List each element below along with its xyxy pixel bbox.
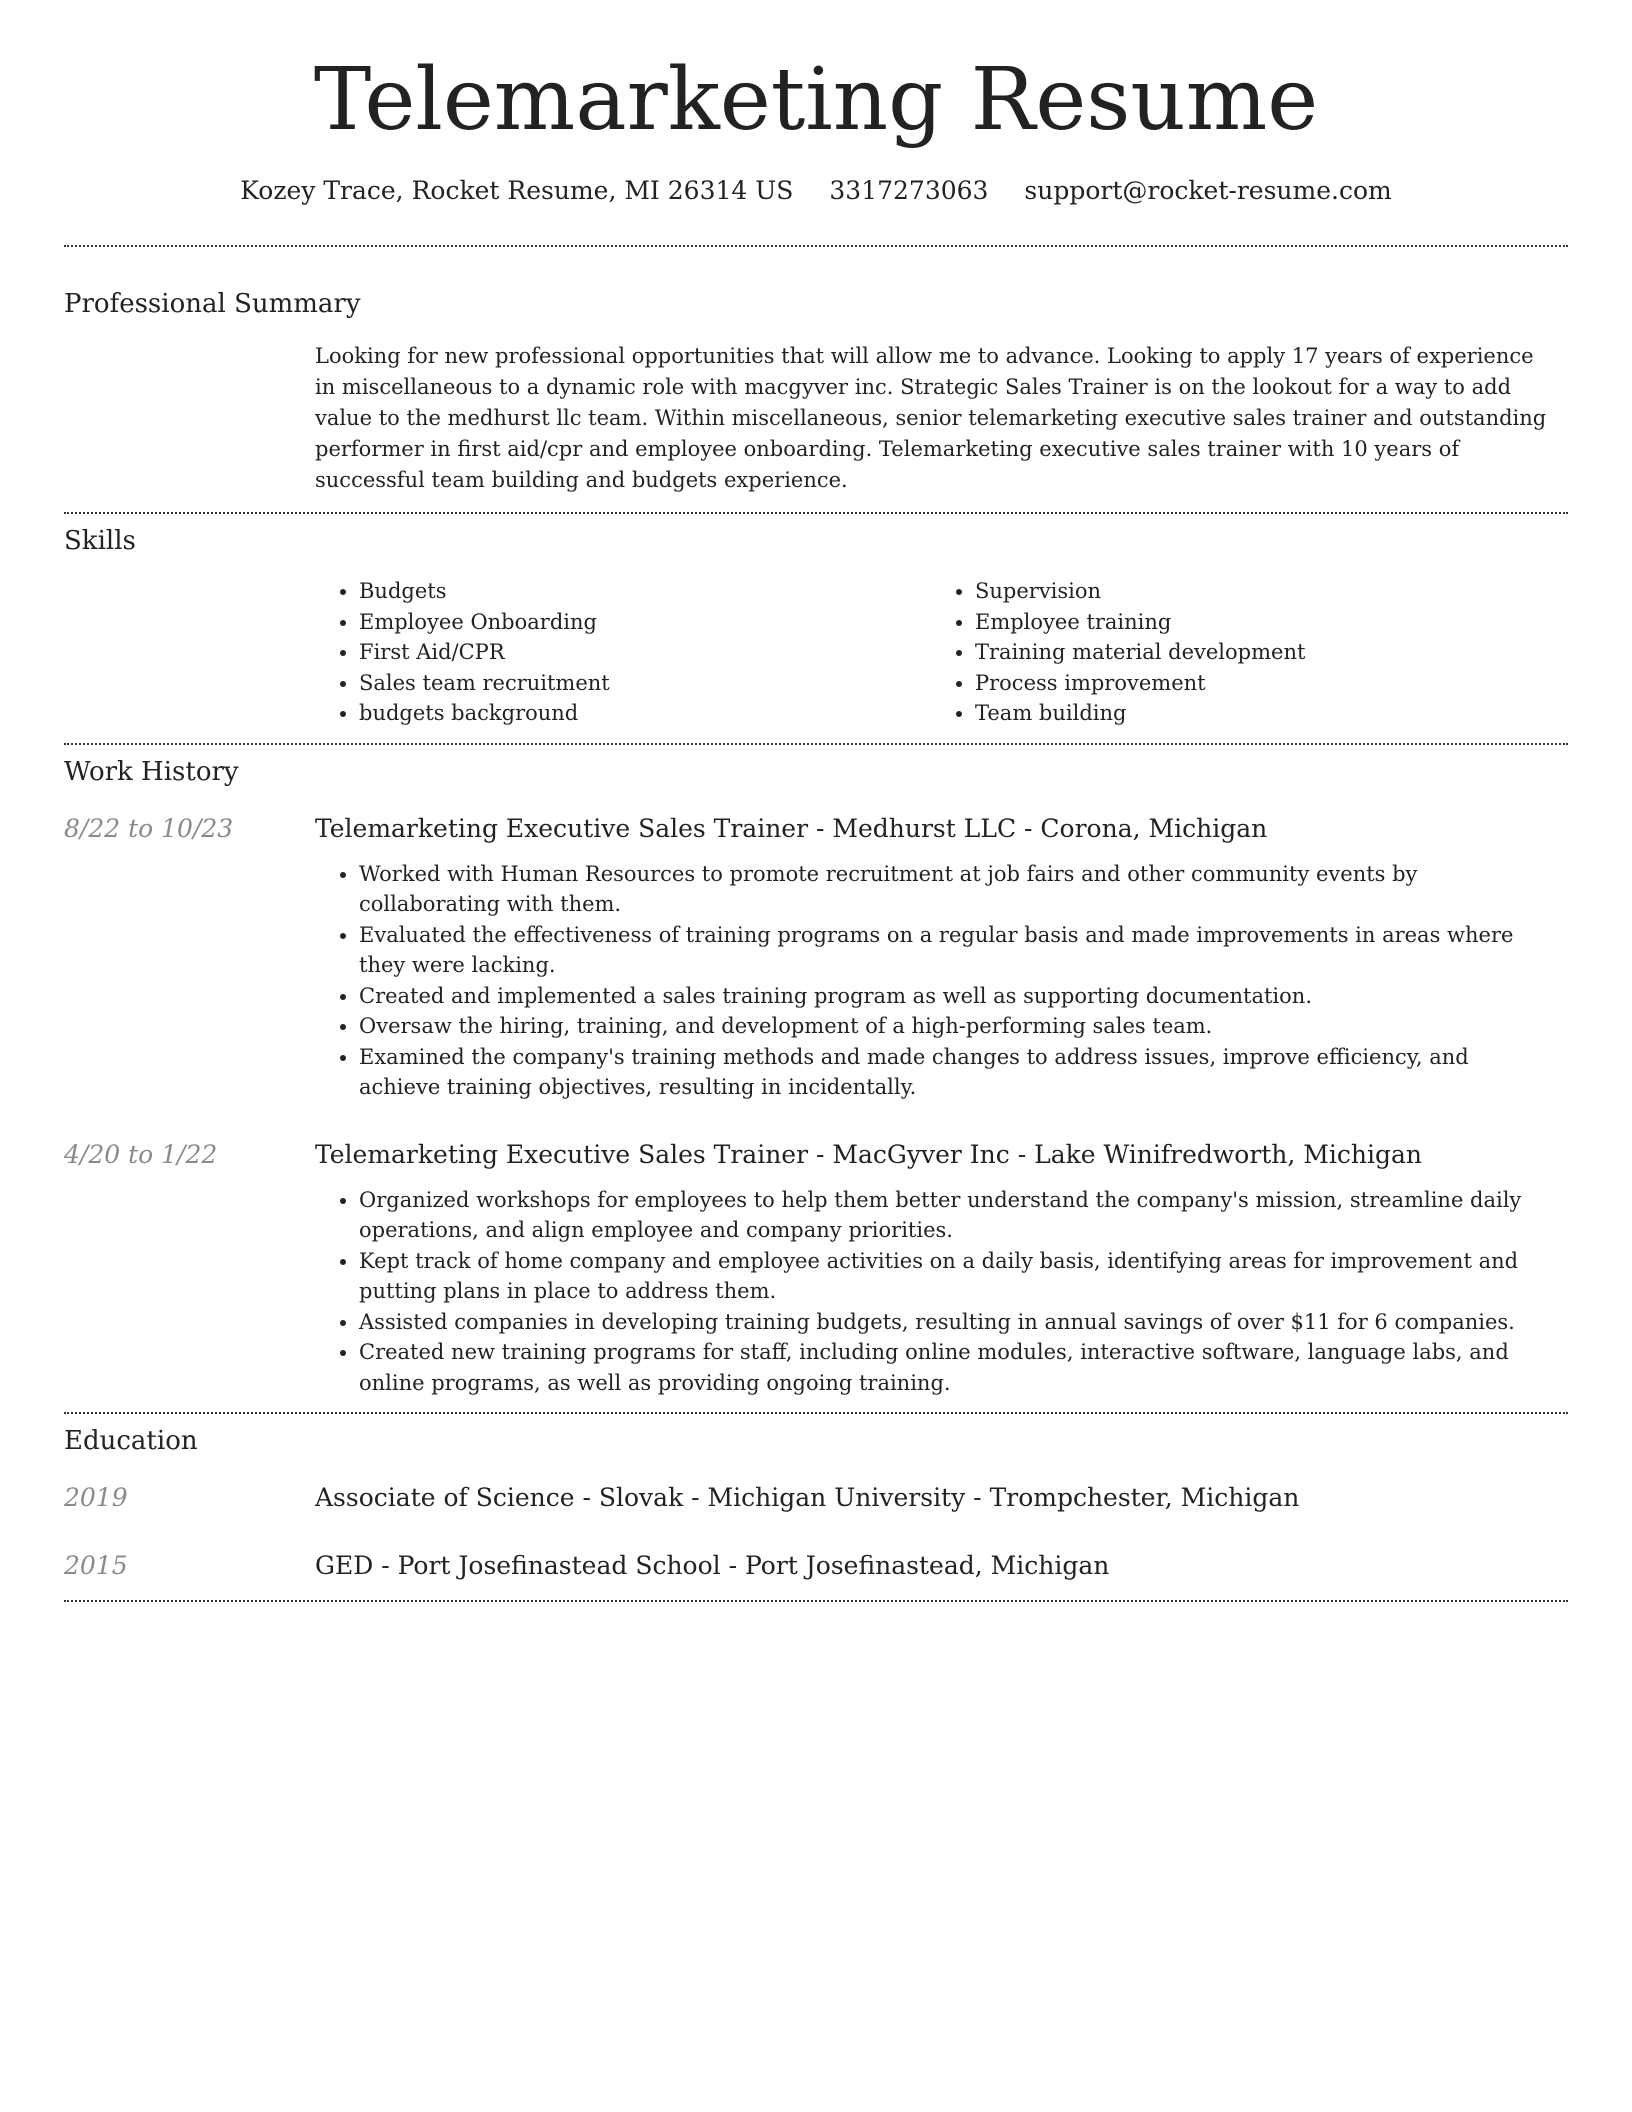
job-entry [64, 1137, 1568, 1399]
job-bullets [315, 859, 1555, 1103]
education-year: 2015 [64, 1551, 128, 1580]
job-bullet: • Examined the company's training methods and made changes to address issues, improve efficiency, and achieve training objectives, resulting in incidentally. [359, 1042, 1555, 1103]
job-bullet: • Oversaw the hiring, training, and development of a high-performing sales team. [359, 1011, 1555, 1042]
education-entry [64, 1548, 1568, 1584]
job-dates: 8/22 to 10/23 [64, 813, 234, 843]
skills-list [315, 576, 1568, 729]
job-bullet: • Created and implemented a sales training program as well as supporting documentation. [359, 981, 1555, 1012]
section-divider [64, 1600, 1568, 1602]
skill-item: • First Aid/CPR [359, 637, 931, 668]
skill-item: • Supervision [975, 576, 1547, 607]
contact-phone: 3317273063 [829, 176, 989, 205]
section-divider [64, 512, 1568, 514]
education-year: 2019 [64, 1483, 128, 1512]
skill-item: • Budgets [359, 576, 931, 607]
job-bullets [315, 1185, 1555, 1399]
skills-heading: Skills [64, 526, 136, 556]
skill-item: • Team building [975, 698, 1547, 729]
job-header [64, 1137, 1568, 1173]
job-bullet: • Assisted companies in developing training budgets, resulting in annual savings of over $11 for 6 companies. [359, 1307, 1555, 1338]
education-title: GED - Port Josefinastead School - Port Josefinastead, Michigan [315, 1551, 1110, 1580]
job-title: Telemarketing Executive Sales Trainer - Medhurst LLC - Corona, Michigan [315, 813, 1268, 843]
education-section [64, 1424, 1568, 1584]
work-history-section [64, 755, 1568, 1399]
job-bullet: • Worked with Human Resources to promote recruitment at job fairs and other community events by collaborating with them. [359, 859, 1555, 920]
summary-text: Looking for new professional opportunities that will allow me to advance. Looking to apply 17 years of experience in miscellaneous to a dynamic role with macgyver inc. Strategic Sales Trainer is on the lookout for a way to add value to the medhurst llc team. Within miscellaneous, senior telemarketing executive sales trainer and outstanding performer in first aid/cpr and employee onboarding. Telemarketing executive sales trainer with 10 years of successful team building and budgets experience. [315, 344, 1547, 492]
skills-section [64, 524, 1568, 729]
skill-item: • budgets background [359, 698, 931, 729]
job-entry [64, 811, 1568, 1103]
job-bullet: • Evaluated the effectiveness of training programs on a regular basis and made improvements in areas where they were lacking. [359, 920, 1555, 981]
education-title: Associate of Science - Slovak - Michigan University - Trompchester, Michigan [315, 1483, 1300, 1512]
job-title: Telemarketing Executive Sales Trainer - MacGyver Inc - Lake Winifredworth, Michigan [315, 1139, 1423, 1169]
summary-heading: Professional Summary [64, 289, 361, 319]
skill-item: • Employee Onboarding [359, 607, 931, 638]
job-bullet: • Kept track of home company and employee activities on a daily basis, identifying areas for improvement and putting plans in place to address them. [359, 1246, 1555, 1307]
education-heading: Education [64, 1426, 198, 1456]
job-header [64, 811, 1568, 847]
contact-email: support@rocket-resume.com [1024, 176, 1392, 205]
skill-item: • Process improvement [975, 668, 1547, 699]
skills-column-left [315, 576, 931, 729]
job-bullet: • Created new training programs for staff, including online modules, interactive software, language labs, and online programs, as well as providing ongoing training. [359, 1337, 1555, 1398]
section-divider [64, 1412, 1568, 1414]
skill-item: • Employee training [975, 607, 1547, 638]
skill-item: • Sales team recruitment [359, 668, 931, 699]
job-bullet: • Organized workshops for employees to help them better understand the company's mission, streamline daily operations, and align employee and company priorities. [359, 1185, 1555, 1246]
section-divider [64, 245, 1568, 247]
summary-section [64, 287, 1568, 496]
skill-item: • Training material development [975, 637, 1547, 668]
contact-address: Kozey Trace, Rocket Resume, MI 26314 US [240, 176, 794, 205]
contact-line [64, 173, 1568, 209]
work-history-heading: Work History [64, 756, 239, 787]
education-entry [64, 1480, 1568, 1516]
section-divider [64, 743, 1568, 745]
skills-column-right [931, 576, 1547, 729]
job-dates: 4/20 to 1/22 [64, 1139, 218, 1169]
resume-title: Telemarketing Resume [313, 50, 1319, 150]
